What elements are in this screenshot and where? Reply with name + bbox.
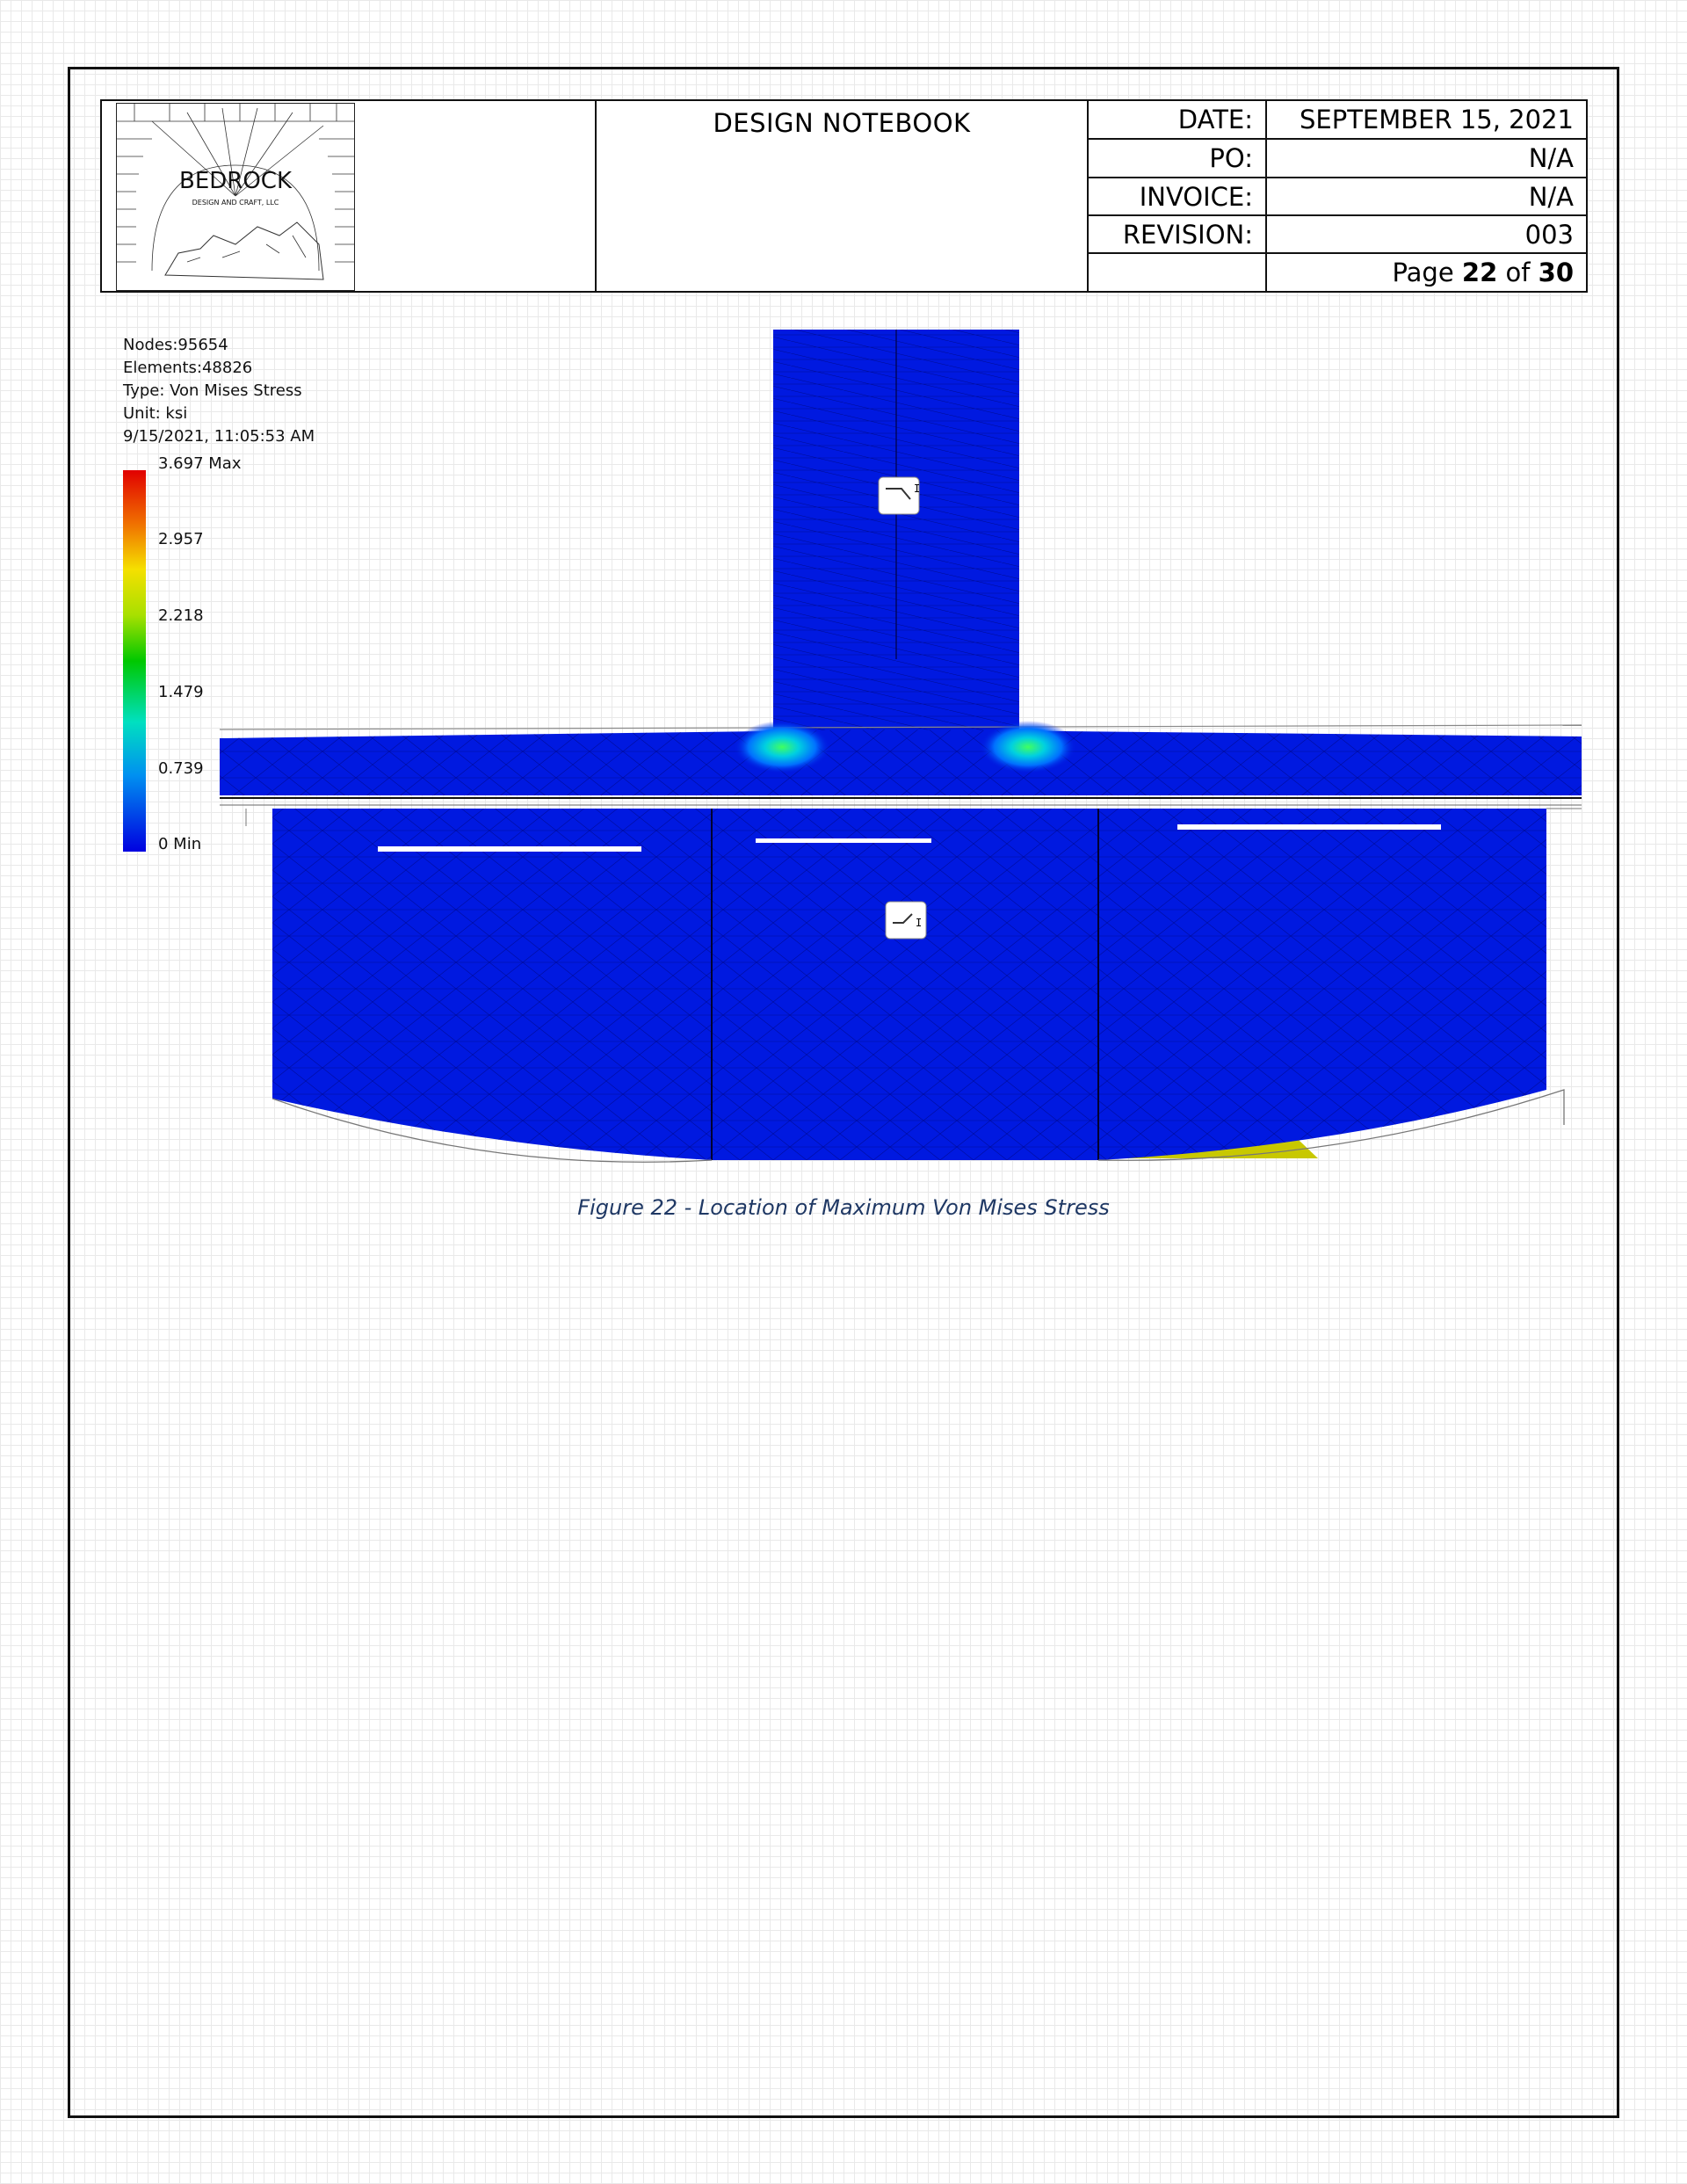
document-title-cell: [597, 101, 1089, 291]
logo-subtext: DESIGN AND CRAFT, LLC: [192, 199, 279, 207]
stress-hotspot-left: [734, 721, 830, 773]
invoice-row: [1089, 178, 1586, 216]
date-row: [1089, 101, 1586, 140]
svg-text:I: I: [914, 483, 921, 495]
page-label-empty: [1089, 254, 1267, 291]
legend-value-4: 2.957: [158, 530, 204, 548]
date-value: SEPTEMBER 15, 2021: [1299, 105, 1574, 134]
nodes-count: Nodes:95654: [123, 336, 228, 354]
analysis-type: Type: Von Mises Stress: [123, 381, 302, 400]
invoice-label: INVOICE:: [1089, 178, 1267, 214]
po-value: N/A: [1528, 143, 1574, 173]
analysis-timestamp: 9/15/2021, 11:05:53 AM: [123, 427, 315, 446]
page-prefix: Page: [1392, 258, 1454, 287]
logo-cell: [102, 101, 597, 291]
document-title: DESIGN NOTEBOOK: [713, 108, 971, 138]
po-row: [1089, 140, 1586, 178]
page-of: of: [1505, 258, 1531, 287]
legend-value-1: 0.739: [158, 759, 204, 778]
figure-caption: Figure 22 - Location of Maximum Von Mises Stress: [577, 1195, 1110, 1220]
elements-count: Elements:48826: [123, 359, 253, 377]
legend-min: 0 Min: [158, 835, 202, 853]
legend-value-3: 2.218: [158, 606, 204, 625]
bedrock-logo: [116, 103, 355, 291]
legend-max: 3.697 Max: [158, 454, 242, 473]
logo-text: BEDROCK: [178, 168, 293, 194]
fea-stress-plot: [105, 316, 1599, 1178]
date-label: DATE:: [1089, 101, 1267, 138]
page-total: 30: [1538, 258, 1574, 287]
stress-color-scale: [123, 470, 146, 852]
revision-value: 003: [1524, 220, 1574, 250]
page-row: [1089, 254, 1586, 291]
analysis-info: [123, 334, 315, 448]
page-current: 22: [1461, 258, 1498, 287]
stress-hotspot-right: [980, 721, 1076, 773]
coordinate-triad-icon: [879, 477, 920, 514]
legend-value-2: 1.479: [158, 683, 204, 701]
page-number: [1267, 254, 1586, 291]
title-block: [100, 99, 1588, 293]
invoice-value: N/A: [1528, 182, 1574, 212]
po-label: PO:: [1089, 140, 1267, 177]
revision-label: REVISION:: [1089, 216, 1267, 252]
revision-row: [1089, 216, 1586, 254]
logo-artwork: [117, 104, 354, 290]
svg-text:I: I: [916, 917, 923, 929]
coordinate-triad-icon: [886, 902, 926, 939]
analysis-unit: Unit: ksi: [123, 404, 188, 423]
